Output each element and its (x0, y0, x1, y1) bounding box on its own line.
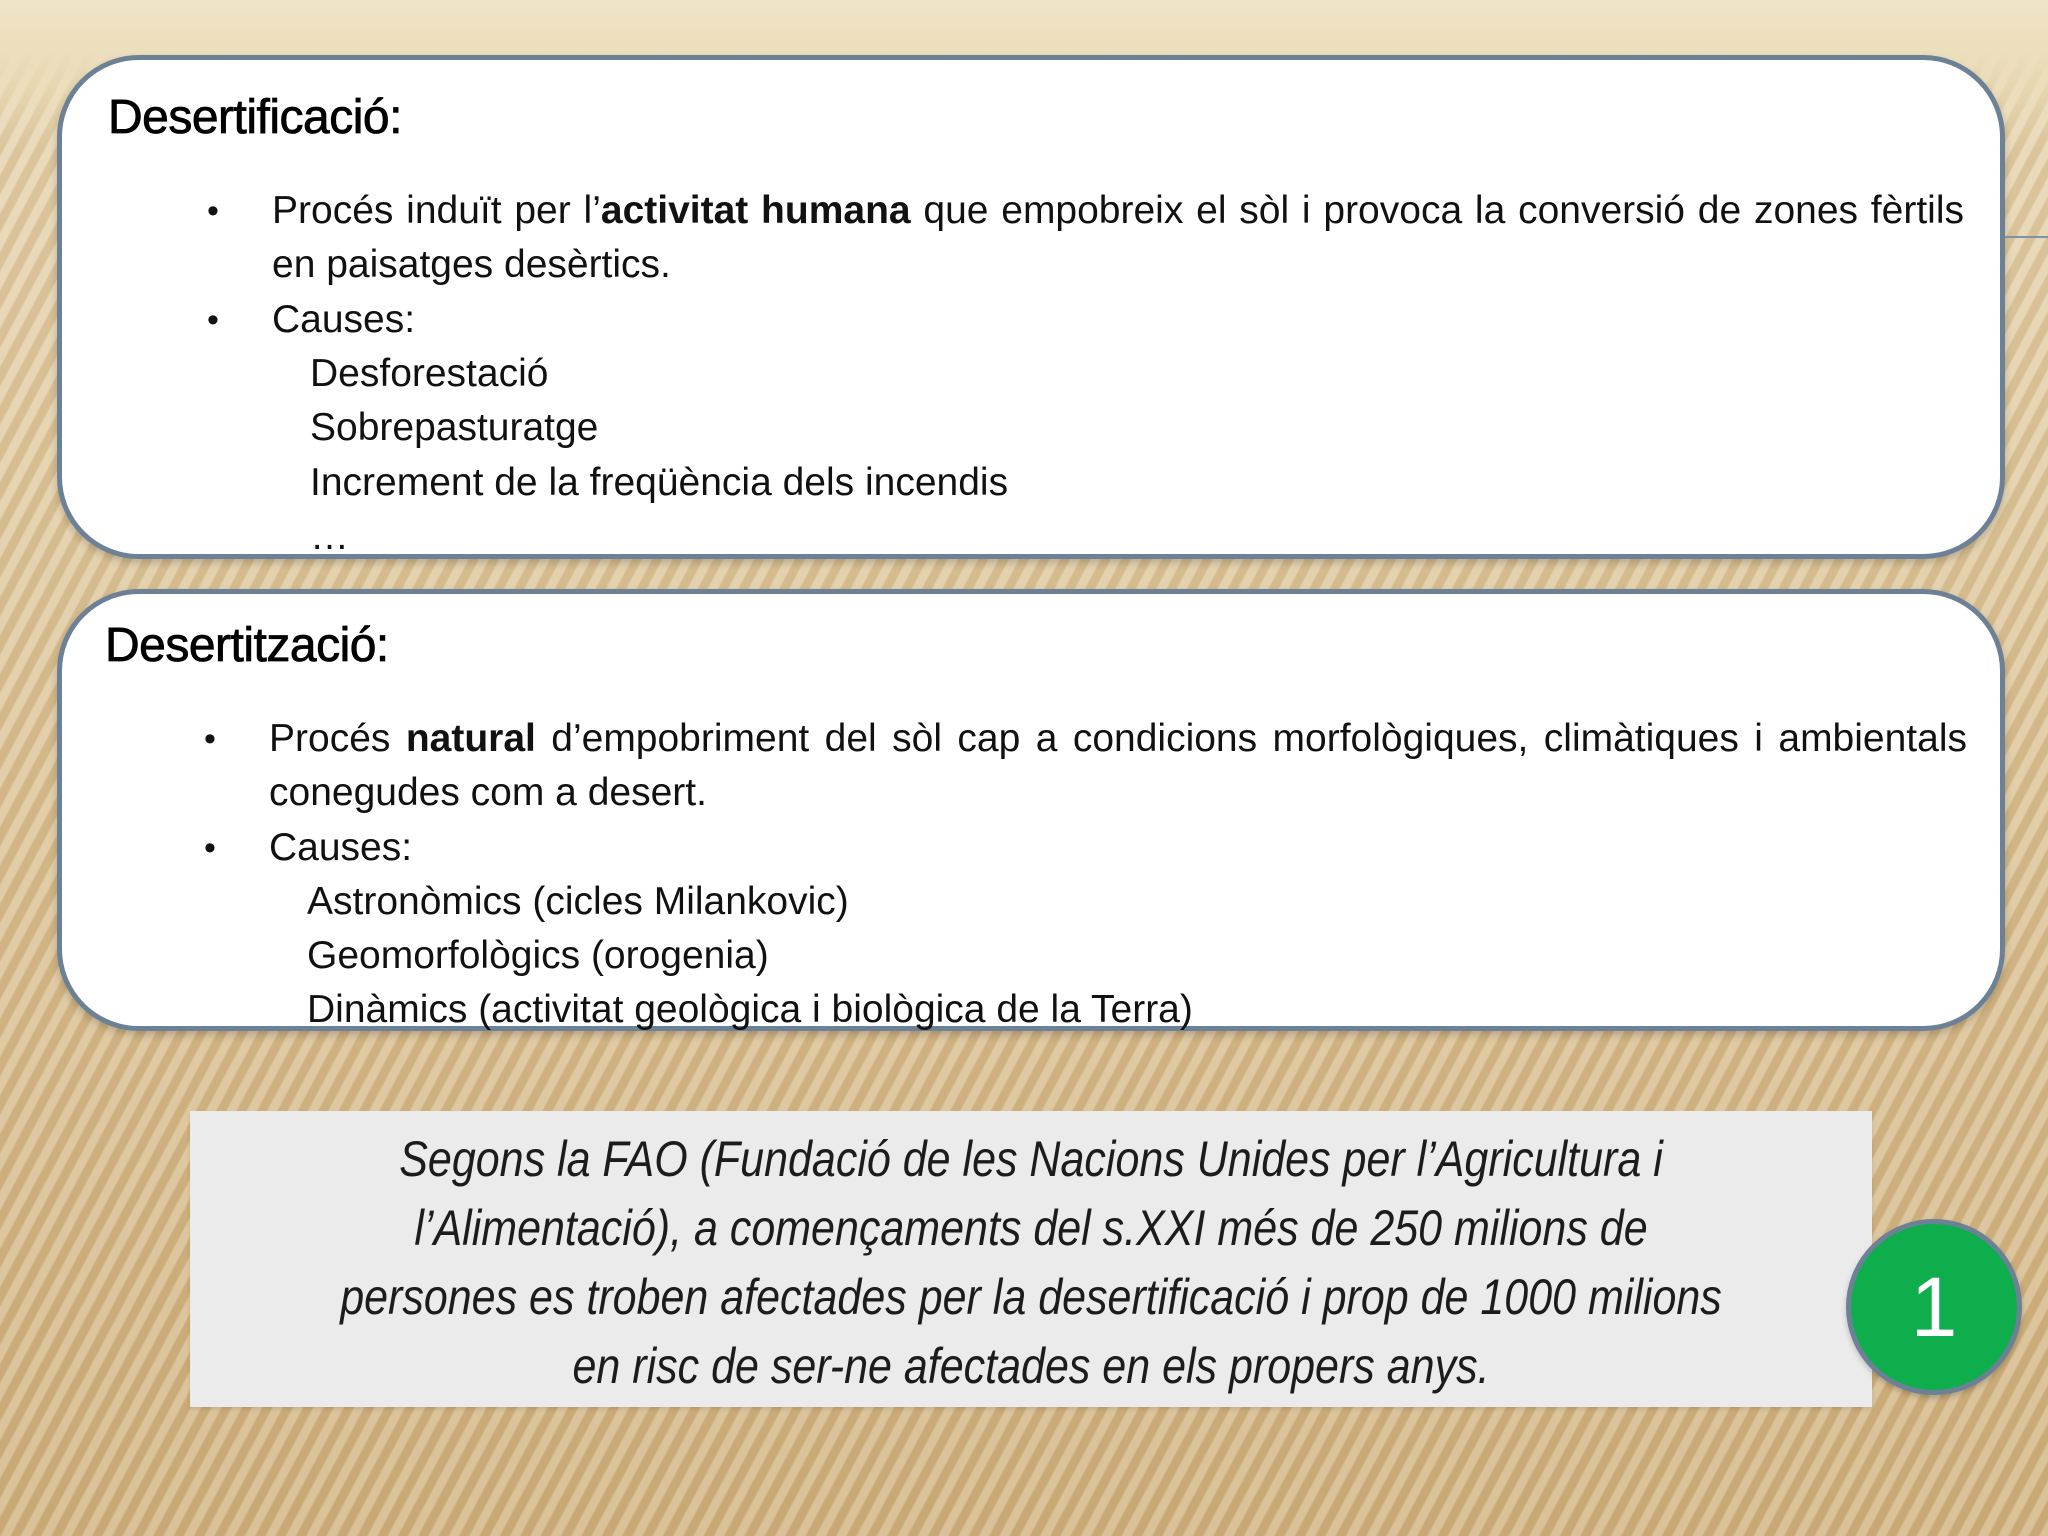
desertitzacio-card (57, 589, 2005, 1031)
bullet-icon: • (204, 720, 216, 758)
bullet-icon: • (204, 829, 216, 867)
connector-line (2005, 236, 2048, 238)
cause-item: Increment de la freqüència dels incendis (310, 461, 1009, 504)
fao-note-box (190, 1111, 1872, 1407)
desertificacio-card (57, 55, 2005, 559)
highlight-natural: natural (405, 717, 536, 760)
slide-number-badge: 1 (1846, 1219, 2022, 1395)
desertitzacio-definition: Procés natural d’empobriment del sòl cap a condicions morfològiques, climàtiques i ambientals conegudes com a desert. (269, 717, 1967, 814)
desertificacio-definition: Procés induït per l’activitat humana que empobreix el sòl i provoca la conversió de zones fèrtils en paisatges desèrtics. (272, 189, 1964, 286)
cause-item: Geomorfològics (orogenia) (307, 934, 769, 977)
cause-item: Astronòmics (cicles Milankovic) (307, 880, 849, 923)
desertitzacio-causes-label: Causes: (269, 826, 413, 869)
desertitzacio-title: Desertització: (105, 619, 389, 672)
highlight-activitat-humana: activitat humana (600, 189, 911, 232)
desertificacio-title: Desertificació: (108, 91, 402, 144)
fao-note-text: Segons la FAO (Fundació de les Nacions Unides per l’Agricultura i l’Alimentació), a començaments del s.XXI més de 250 milions de persones es troben afectades per la desertificació i prop de 1000 milions en risc de ser-ne afectades en els propers anys. (340, 1131, 1722, 1394)
bullet-icon: • (207, 192, 219, 230)
desertificacio-causes-label: Causes: (272, 298, 416, 341)
cause-item: Desforestació (310, 352, 549, 395)
cause-item: Sobrepasturatge (310, 406, 599, 449)
cause-item: Dinàmics (activitat geològica i biològica de la Terra) (307, 988, 1193, 1031)
bullet-icon: • (207, 301, 219, 339)
cause-item-ellipsis: … (310, 515, 349, 558)
